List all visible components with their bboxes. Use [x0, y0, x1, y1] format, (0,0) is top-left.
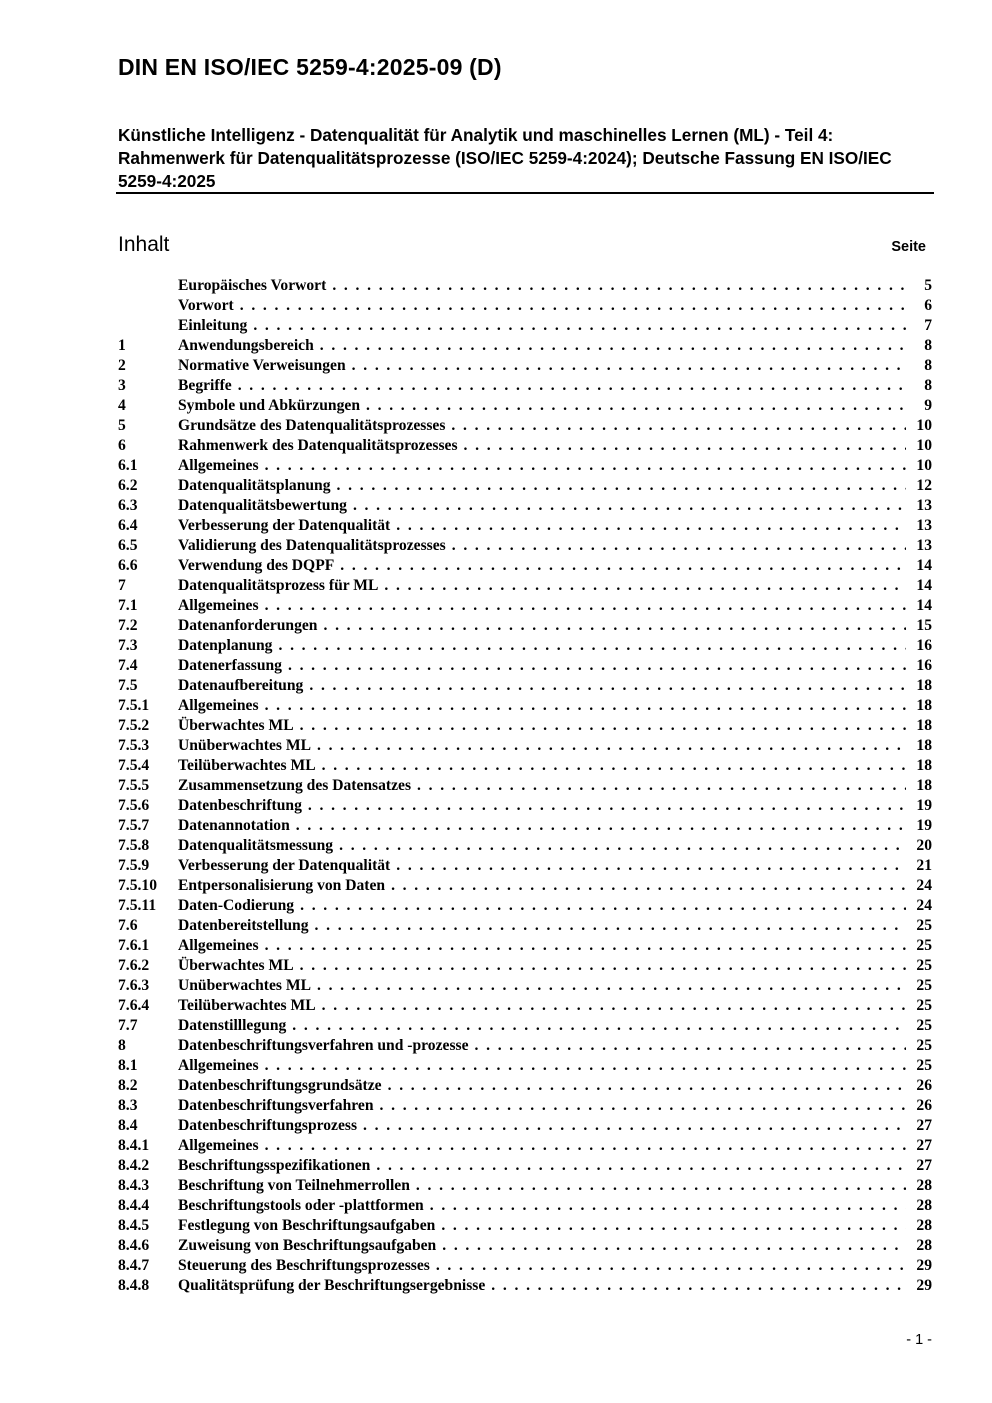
toc-entry[interactable]: [118, 536, 932, 556]
toc-entry-number: 7.6.3: [118, 977, 150, 994]
toc-entry-title: Normative Verweisungen: [178, 357, 346, 374]
toc-entry-page: 25: [916, 1057, 932, 1074]
toc-entry-page: 25: [916, 997, 932, 1014]
toc-dot-leader: [272, 636, 906, 656]
toc-entry-number: 8.4.3: [118, 1177, 150, 1194]
toc-entry[interactable]: [118, 1156, 932, 1176]
toc-entry-page: 18: [916, 717, 932, 734]
toc-entry-page: 10: [916, 417, 932, 434]
document-subtitle: Künstliche Intelligenz - Datenqualität für Analytik und maschinelles Lernen (ML) - Teil 4: Rahmenwerk für Datenqualitätsprozesse (ISO/IEC 5259-4:2024); Deutsche Fassung EN ISO/IEC 5259-4:2025: [118, 125, 892, 191]
toc-dot-leader: [290, 816, 906, 836]
toc-dot-leader: [294, 956, 906, 976]
toc-entry-number: 6: [118, 437, 126, 454]
toc-dot-leader: [259, 936, 906, 956]
toc-entry-number: 7.6.2: [118, 957, 150, 974]
toc-dot-leader: [469, 1036, 906, 1056]
toc-entry-number: 6.4: [118, 517, 138, 534]
toc-entry[interactable]: [118, 276, 932, 296]
toc-entry[interactable]: [118, 596, 932, 616]
toc-dot-leader: [259, 456, 906, 476]
toc-entry-number: 7.5.10: [118, 877, 157, 894]
toc-entry-page: 28: [916, 1197, 932, 1214]
toc-entry-title: Teilüberwachtes ML: [178, 757, 316, 774]
toc-dot-leader: [311, 976, 906, 996]
toc-entry-title: Allgemeines: [178, 457, 259, 474]
toc-entry-title: Datenerfassung: [178, 657, 282, 674]
toc-entry[interactable]: [118, 856, 932, 876]
toc-dot-leader: [316, 996, 906, 1016]
toc-entry[interactable]: [118, 836, 932, 856]
toc-entry-title: Teilüberwachtes ML: [178, 997, 316, 1014]
toc-dot-leader: [302, 796, 906, 816]
toc-entry[interactable]: [118, 316, 932, 336]
toc-entry-number: 7.5.6: [118, 797, 150, 814]
toc-entry-page: 15: [916, 617, 932, 634]
toc-entry-page: 29: [916, 1257, 932, 1274]
toc-dot-leader: [294, 716, 906, 736]
toc-entry-number: 5: [118, 417, 126, 434]
toc-dot-leader: [436, 1236, 906, 1256]
toc-entry-title: Beschriftungsspezifikationen: [178, 1157, 371, 1174]
toc-dot-leader: [282, 656, 906, 676]
toc-entry-title: Validierung des Datenqualitätsprozesses: [178, 537, 446, 554]
toc-entry-number: 8.2: [118, 1077, 138, 1094]
toc-entry-page: 18: [916, 737, 932, 754]
toc-entry-page: 18: [916, 697, 932, 714]
toc-entry-title: Datenplanung: [178, 637, 273, 654]
toc-entry-page: 16: [916, 637, 932, 654]
toc-dot-leader: [382, 1076, 906, 1096]
toc-dot-leader: [259, 596, 906, 616]
toc-entry[interactable]: [118, 816, 932, 836]
toc-entry[interactable]: [118, 516, 932, 536]
toc-entry-number: 7.1: [118, 597, 138, 614]
toc-entry-number: 6.2: [118, 477, 138, 494]
toc-entry-title: Überwachtes ML: [178, 717, 294, 734]
toc-entry-page: 5: [924, 277, 932, 294]
toc-entry-page: 6: [924, 297, 932, 314]
toc-entry-title: Datenaufbereitung: [178, 677, 304, 694]
toc-entry-title: Verbesserung der Datenqualität: [178, 517, 391, 534]
toc-entry-page: 25: [916, 977, 932, 994]
toc-entry[interactable]: [118, 716, 932, 736]
toc-dot-leader: [458, 436, 906, 456]
toc-entry-page: 29: [916, 1277, 932, 1294]
toc-entry-title: Daten-Codierung: [178, 897, 295, 914]
toc-entry-title: Datenbeschriftungsgrundsätze: [178, 1077, 382, 1094]
toc-dot-leader: [303, 676, 906, 696]
toc-dot-leader: [317, 616, 906, 636]
toc-entry-number: 7.5.8: [118, 837, 150, 854]
toc-entry-title: Festlegung von Beschriftungsaufgaben: [178, 1217, 436, 1234]
toc-entry-page: 25: [916, 957, 932, 974]
toc-entry-title: Europäisches Vorwort: [178, 277, 327, 294]
toc-entry[interactable]: [118, 776, 932, 796]
toc-entry-page: 13: [916, 497, 932, 514]
toc-entry[interactable]: [118, 1056, 932, 1076]
toc-entry-page: 18: [916, 677, 932, 694]
toc-entry-title: Datenstilllegung: [178, 1017, 287, 1034]
toc-entry-page: 10: [916, 437, 932, 454]
toc-entry-page: 27: [916, 1157, 932, 1174]
toc-entry-title: Entpersonalisierung von Daten: [178, 877, 386, 894]
toc-entry-number: 6.1: [118, 457, 138, 474]
toc-entry-title: Zusammensetzung des Datensatzes: [178, 777, 412, 794]
toc-dot-leader: [316, 756, 906, 776]
toc-entry[interactable]: [118, 396, 932, 416]
toc-dot-leader: [410, 1176, 906, 1196]
toc-entry-number: 7.6.4: [118, 997, 150, 1014]
toc-entry-number: 7.5: [118, 677, 138, 694]
toc-entry-page: 20: [916, 837, 932, 854]
toc-entry-title: Qualitätsprüfung der Beschriftungsergebnisse: [178, 1277, 486, 1294]
table-of-contents: [118, 276, 932, 1296]
toc-entry[interactable]: [118, 956, 932, 976]
toc-entry[interactable]: [118, 616, 932, 636]
toc-dot-leader: [485, 1276, 906, 1296]
toc-entry[interactable]: [118, 936, 932, 956]
toc-entry-number: 6.3: [118, 497, 138, 514]
toc-entry-number: 7.5.11: [118, 897, 157, 914]
toc-entry-number: 7.5.4: [118, 757, 150, 774]
toc-entry-page: 28: [916, 1237, 932, 1254]
toc-entry-title: Anwendungsbereich: [178, 337, 314, 354]
document-title: DIN EN ISO/IEC 5259-4:2025-09 (D): [118, 54, 502, 80]
toc-entry-title: Datenqualitätsplanung: [178, 477, 331, 494]
toc-entry-number: 8.1: [118, 1057, 138, 1074]
toc-dot-leader: [445, 416, 906, 436]
toc-entry[interactable]: [118, 1216, 932, 1236]
toc-entry[interactable]: [118, 636, 932, 656]
toc-entry[interactable]: [118, 356, 932, 376]
toc-entry-title: Datenannotation: [178, 817, 290, 834]
toc-dot-leader: [333, 836, 906, 856]
toc-entry-page: 19: [916, 817, 932, 834]
toc-dot-leader: [311, 736, 906, 756]
toc-dot-leader: [334, 556, 906, 576]
toc-dot-leader: [247, 316, 906, 336]
toc-entry[interactable]: [118, 496, 932, 516]
toc-entry-title: Verwendung des DQPF: [178, 557, 335, 574]
toc-entry-number: 6.6: [118, 557, 138, 574]
toc-entry-page: 27: [916, 1117, 932, 1134]
toc-entry-page: 28: [916, 1217, 932, 1234]
toc-entry[interactable]: [118, 976, 932, 996]
toc-entry-title: Rahmenwerk des Datenqualitätsprozesses: [178, 437, 458, 454]
toc-entry[interactable]: [118, 1236, 932, 1256]
toc-dot-leader: [309, 916, 906, 936]
toc-entry-number: 7.5.3: [118, 737, 150, 754]
toc-entry-title: Datenbeschriftungsverfahren und -prozesse: [178, 1037, 469, 1054]
toc-dot-leader: [259, 1056, 906, 1076]
toc-entry-title: Begriffe: [178, 377, 232, 394]
toc-entry-title: Steuerung des Beschriftungsprozesses: [178, 1257, 430, 1274]
toc-entry-title: Datenbeschriftungsverfahren: [178, 1097, 374, 1114]
toc-entry-page: 8: [924, 357, 932, 374]
toc-entry-number: 3: [118, 377, 126, 394]
toc-entry-page: 14: [916, 557, 932, 574]
toc-entry[interactable]: [118, 1196, 932, 1216]
toc-entry-title: Datenanforderungen: [178, 617, 318, 634]
toc-entry-page: 14: [916, 597, 932, 614]
toc-dot-leader: [232, 376, 906, 396]
toc-dot-leader: [360, 396, 906, 416]
toc-entry-title: Allgemeines: [178, 1057, 259, 1074]
toc-entry-number: 8.4.5: [118, 1217, 150, 1234]
toc-entry-number: 2: [118, 357, 126, 374]
toc-dot-leader: [446, 536, 906, 556]
toc-entry-title: Zuweisung von Beschriftungsaufgaben: [178, 1237, 437, 1254]
toc-entry[interactable]: [118, 476, 932, 496]
toc-entry[interactable]: [118, 1176, 932, 1196]
toc-entry[interactable]: [118, 876, 932, 896]
toc-entry-title: Datenqualitätsmessung: [178, 837, 334, 854]
toc-entry-page: 8: [924, 377, 932, 394]
toc-entry-page: 26: [916, 1097, 932, 1114]
toc-dot-leader: [430, 1256, 906, 1276]
toc-entry-number: 7.2: [118, 617, 138, 634]
toc-entry-page: 18: [916, 757, 932, 774]
toc-entry[interactable]: [118, 736, 932, 756]
toc-entry[interactable]: [118, 376, 932, 396]
toc-entry-number: 7.3: [118, 637, 138, 654]
toc-entry-number: 8.4.1: [118, 1137, 150, 1154]
toc-entry-number: 7.4: [118, 657, 138, 674]
toc-entry-page: 27: [916, 1137, 932, 1154]
toc-entry-title: Beschriftungstools oder -plattformen: [178, 1197, 424, 1214]
toc-entry[interactable]: [118, 656, 932, 676]
toc-entry-number: 1: [118, 337, 126, 354]
toc-dot-leader: [326, 276, 906, 296]
toc-entry-page: 14: [916, 577, 932, 594]
toc-entry-number: 6.5: [118, 537, 138, 554]
toc-entry-title: Datenbeschriftungsprozess: [178, 1117, 358, 1134]
toc-entry[interactable]: [118, 756, 932, 776]
toc-entry-page: 25: [916, 1037, 932, 1054]
toc-entry-number: 7.6: [118, 917, 138, 934]
toc-entry-title: Symbole und Abkürzungen: [178, 397, 360, 414]
toc-entry[interactable]: [118, 916, 932, 936]
toc-dot-leader: [357, 1116, 906, 1136]
toc-entry[interactable]: [118, 696, 932, 716]
toc-dot-leader: [259, 696, 906, 716]
toc-entry[interactable]: [118, 1096, 932, 1116]
toc-entry-page: 9: [924, 397, 932, 414]
toc-entry-title: Einleitung: [178, 317, 248, 334]
toc-entry-number: 7.5.7: [118, 817, 150, 834]
toc-entry-number: 7.7: [118, 1017, 138, 1034]
toc-entry-page: 13: [916, 517, 932, 534]
toc-entry[interactable]: [118, 1116, 932, 1136]
toc-entry-number: 8.4: [118, 1117, 138, 1134]
toc-entry-number: 8.4.4: [118, 1197, 150, 1214]
toc-entry[interactable]: [118, 576, 932, 596]
toc-entry-page: 19: [916, 797, 932, 814]
toc-entry-title: Allgemeines: [178, 597, 259, 614]
toc-entry-title: Datenbereitstellung: [178, 917, 309, 934]
toc-entry-page: 24: [916, 897, 932, 914]
toc-entry-number: 8.3: [118, 1097, 138, 1114]
toc-entry-page: 25: [916, 917, 932, 934]
toc-dot-leader: [314, 336, 906, 356]
toc-entry[interactable]: [118, 456, 932, 476]
toc-dot-leader: [347, 496, 906, 516]
toc-entry-page: 16: [916, 657, 932, 674]
toc-dot-leader: [346, 356, 906, 376]
toc-entry-page: 25: [916, 937, 932, 954]
toc-entry[interactable]: [118, 1136, 932, 1156]
toc-entry-title: Datenqualitätsprozess für ML: [178, 577, 379, 594]
toc-entry-title: Allgemeines: [178, 937, 259, 954]
toc-dot-leader: [286, 1016, 906, 1036]
toc-entry[interactable]: [118, 896, 932, 916]
toc-entry-number: 7: [118, 577, 126, 594]
toc-entry[interactable]: [118, 996, 932, 1016]
header-divider: [116, 192, 934, 194]
toc-entry[interactable]: [118, 1276, 932, 1296]
toc-entry-title: Grundsätze des Datenqualitätsprozesses: [178, 417, 446, 434]
toc-dot-leader: [234, 296, 906, 316]
toc-heading: Inhalt: [118, 233, 170, 256]
toc-dot-leader: [435, 1216, 906, 1236]
toc-entry-number: 7.5.1: [118, 697, 150, 714]
toc-entry-page: 7: [924, 317, 932, 334]
toc-entry-page: 21: [916, 857, 932, 874]
toc-entry-number: 7.5.2: [118, 717, 150, 734]
toc-entry[interactable]: [118, 1076, 932, 1096]
toc-entry-page: 12: [916, 477, 932, 494]
toc-entry-number: 7.5.9: [118, 857, 150, 874]
page-number: - 1 -: [906, 1332, 932, 1348]
toc-entry-page: 24: [916, 877, 932, 894]
toc-entry-number: 7.6.1: [118, 937, 150, 954]
toc-entry[interactable]: [118, 296, 932, 316]
toc-entry[interactable]: [118, 1016, 932, 1036]
toc-entry-page: 8: [924, 337, 932, 354]
toc-entry-title: Verbesserung der Datenqualität: [178, 857, 391, 874]
toc-entry-page: 13: [916, 537, 932, 554]
toc-entry-title: Datenbeschriftung: [178, 797, 302, 814]
toc-entry[interactable]: [118, 676, 932, 696]
toc-entry-title: Beschriftung von Teilnehmerrollen: [178, 1177, 410, 1194]
toc-dot-leader: [378, 576, 906, 596]
toc-entry-number: 8: [118, 1037, 126, 1054]
toc-entry-number: 4: [118, 397, 126, 414]
toc-entry[interactable]: [118, 1256, 932, 1276]
toc-entry-number: 8.4.7: [118, 1257, 150, 1274]
toc-entry[interactable]: [118, 416, 932, 436]
toc-dot-leader: [390, 856, 906, 876]
toc-entry-number: 8.4.6: [118, 1237, 150, 1254]
toc-entry-title: Unüberwachtes ML: [178, 737, 311, 754]
toc-entry[interactable]: [118, 1036, 932, 1056]
toc-entry[interactable]: [118, 336, 932, 356]
toc-entry-title: Datenqualitätsbewertung: [178, 497, 347, 514]
toc-entry-title: Überwachtes ML: [178, 957, 294, 974]
toc-entry-page: 18: [916, 777, 932, 794]
toc-entry-page: 25: [916, 1017, 932, 1034]
toc-dot-leader: [390, 516, 906, 536]
toc-entry[interactable]: [118, 436, 932, 456]
toc-dot-leader: [370, 1156, 906, 1176]
toc-entry-number: 8.4.2: [118, 1157, 150, 1174]
toc-dot-leader: [385, 876, 906, 896]
toc-dot-leader: [374, 1096, 907, 1116]
toc-dot-leader: [331, 476, 906, 496]
toc-page-column-label: Seite: [891, 239, 926, 255]
toc-entry-title: Allgemeines: [178, 697, 259, 714]
toc-entry-page: 10: [916, 457, 932, 474]
toc-dot-leader: [424, 1196, 906, 1216]
toc-entry-page: 28: [916, 1177, 932, 1194]
toc-entry-title: Unüberwachtes ML: [178, 977, 311, 994]
toc-entry-number: 7.5.5: [118, 777, 150, 794]
toc-dot-leader: [259, 1136, 906, 1156]
toc-entry-title: Vorwort: [178, 297, 234, 314]
toc-entry[interactable]: [118, 796, 932, 816]
toc-entry[interactable]: [118, 556, 932, 576]
toc-entry-number: 8.4.8: [118, 1277, 150, 1294]
toc-dot-leader: [294, 896, 906, 916]
toc-entry-page: 26: [916, 1077, 932, 1094]
toc-entry-title: Allgemeines: [178, 1137, 259, 1154]
toc-dot-leader: [411, 776, 906, 796]
